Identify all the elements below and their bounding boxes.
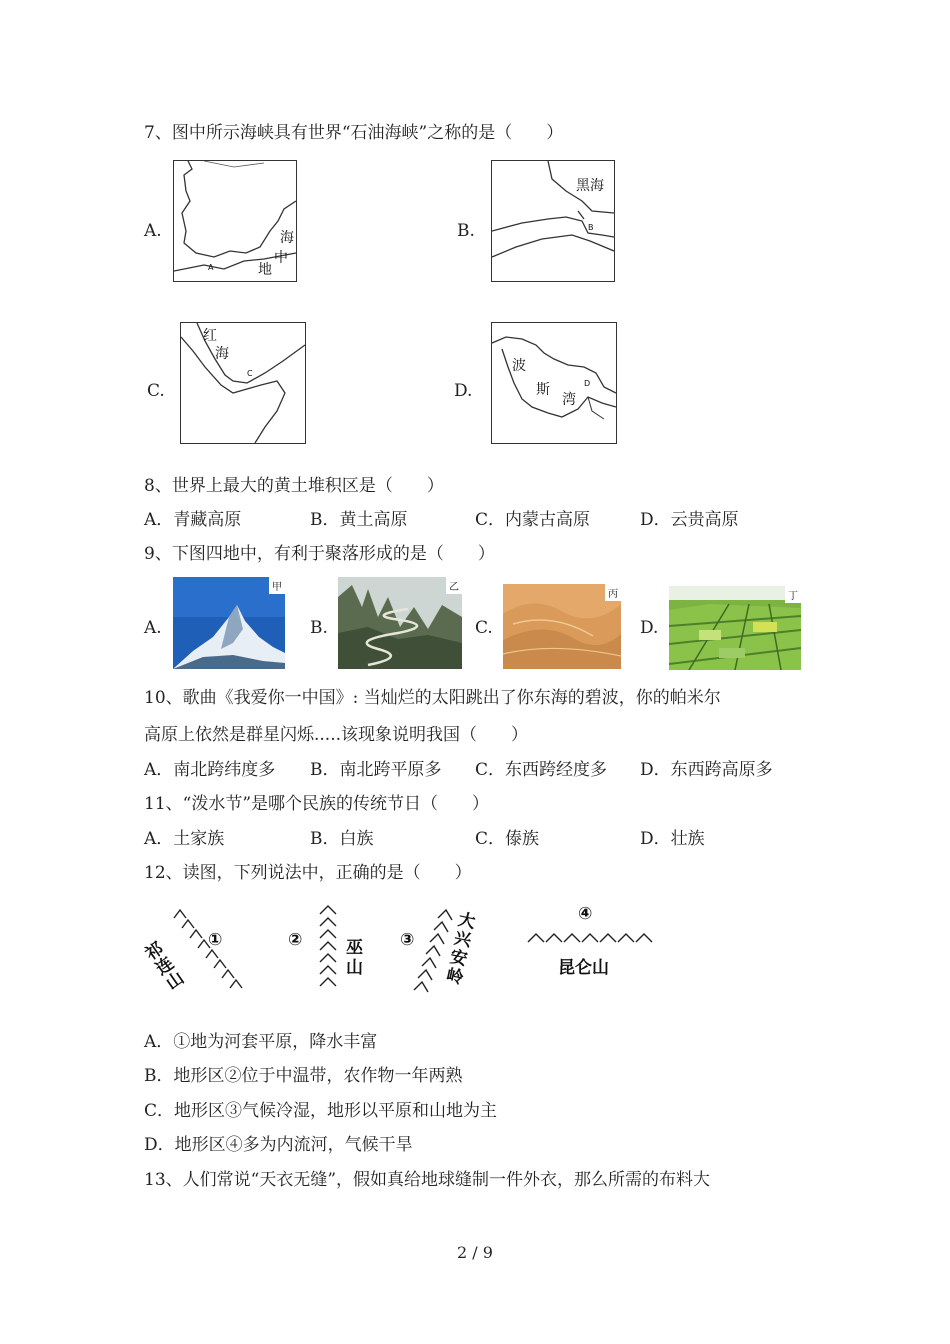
map-a-label-zhong: 中 [274,250,288,266]
map-a-point: A [208,263,214,272]
q11-option-b: B．白族 [310,829,374,849]
map-b-label-heihai: 黑海 [576,178,604,194]
q12-figure-n3: ③ [400,930,415,950]
q11-option-a: A．土家族 [144,829,225,849]
page-number: 2 / 9 [457,1243,493,1262]
q9-photo-winding-road [338,577,462,669]
q9-tag-yi: 乙 [446,577,462,594]
q7-opt-c: C. [147,381,165,401]
map-d-label-si: 斯 [536,382,550,398]
q10-line1: 10、歌曲《我爱你一中国》: 当灿烂的太阳跳出了你东海的碧波，你的帕米尔 [144,688,721,708]
q12-figure-n2: ② [288,930,303,950]
q9-opt-b: B. [310,618,328,638]
q12-figure-m3: 大兴安岭 [444,909,477,989]
q13-text: 13、人们常说“天衣无缝”，假如真给地球缝制一件外衣，那么所需的布料大 [144,1170,711,1190]
q12-figure-m1: 祁连山 [141,938,188,995]
q7-opt-d: D. [454,381,473,401]
q12-figure-n1: ① [208,930,223,950]
map-a-label-di: 地 [258,262,272,278]
map-b-point: B [588,223,594,232]
q8-text: 8、世界上最大的黄土堆积区是（ ） [144,476,444,496]
q9-tag-jia: 甲 [269,577,285,594]
q9-text: 9、下图四地中，有利于聚落形成的是（ ） [144,544,495,564]
q7-map-b [491,160,615,282]
q8-option-a: A．青藏高原 [144,510,242,530]
q8-option-c: C．内蒙古高原 [475,510,591,530]
map-d-label-wan: 湾 [562,392,576,408]
q9-photo-farmland [669,586,801,670]
q10-line2: 高原上依然是群星闪烁.....该现象说明我国（ ） [144,725,529,745]
q12-figure-m4: 昆仑山 [558,958,609,978]
q12-option-b: B．地形区②位于中温带，农作物一年两熟 [144,1066,463,1086]
map-c-label-hong: 红 [203,328,217,344]
map-d-label-bo: 波 [512,358,526,374]
q10-option-a: A．南北跨纬度多 [144,760,276,780]
q12-text: 12、读图，下列说法中，正确的是（ ） [144,863,472,883]
q9-photo-desert [503,584,621,669]
q9-tag-ding: 丁 [785,586,801,603]
q8-option-b: B．黄土高原 [310,510,408,530]
q7-map-c [180,322,306,444]
map-d-point: D [584,379,591,388]
q10-option-b: B．南北跨平原多 [310,760,442,780]
q9-opt-c: C. [475,618,493,638]
q8-option-d: D．云贵高原 [640,510,739,530]
map-c-point: C [247,369,253,378]
q11-text: 11、“泼水节”是哪个民族的传统节日（ ） [144,794,490,814]
q12-option-c: C．地形区③气候冷湿，地形以平原和山地为主 [144,1101,498,1121]
q9-opt-d: D. [640,618,659,638]
q12-option-a: A．①地为河套平原，降水丰富 [144,1032,378,1052]
q9-opt-a: A. [144,618,162,638]
q12-figure-n4: ④ [578,904,593,924]
q9-photo-mountain [173,577,285,669]
q11-option-c: C．傣族 [475,829,540,849]
map-c-label-hai: 海 [215,346,229,362]
q12-figure-m2: 巫山 [346,938,363,978]
q9-tag-bing: 丙 [605,584,621,601]
q10-option-d: D．东西跨高原多 [640,760,773,780]
q7-map-d [491,322,617,444]
q12-option-d: D．地形区④多为内流河，气候干旱 [144,1135,413,1155]
q7-opt-a: A. [144,221,162,241]
q7-opt-b: B. [457,221,475,241]
q7-text: 7、图中所示海峡具有世界“石油海峡”之称的是（ ） [144,123,564,143]
q7-map-a [173,160,297,282]
q10-option-c: C．东西跨经度多 [475,760,608,780]
q11-option-d: D．壮族 [640,829,705,849]
map-a-label-hai: 海 [280,230,294,246]
